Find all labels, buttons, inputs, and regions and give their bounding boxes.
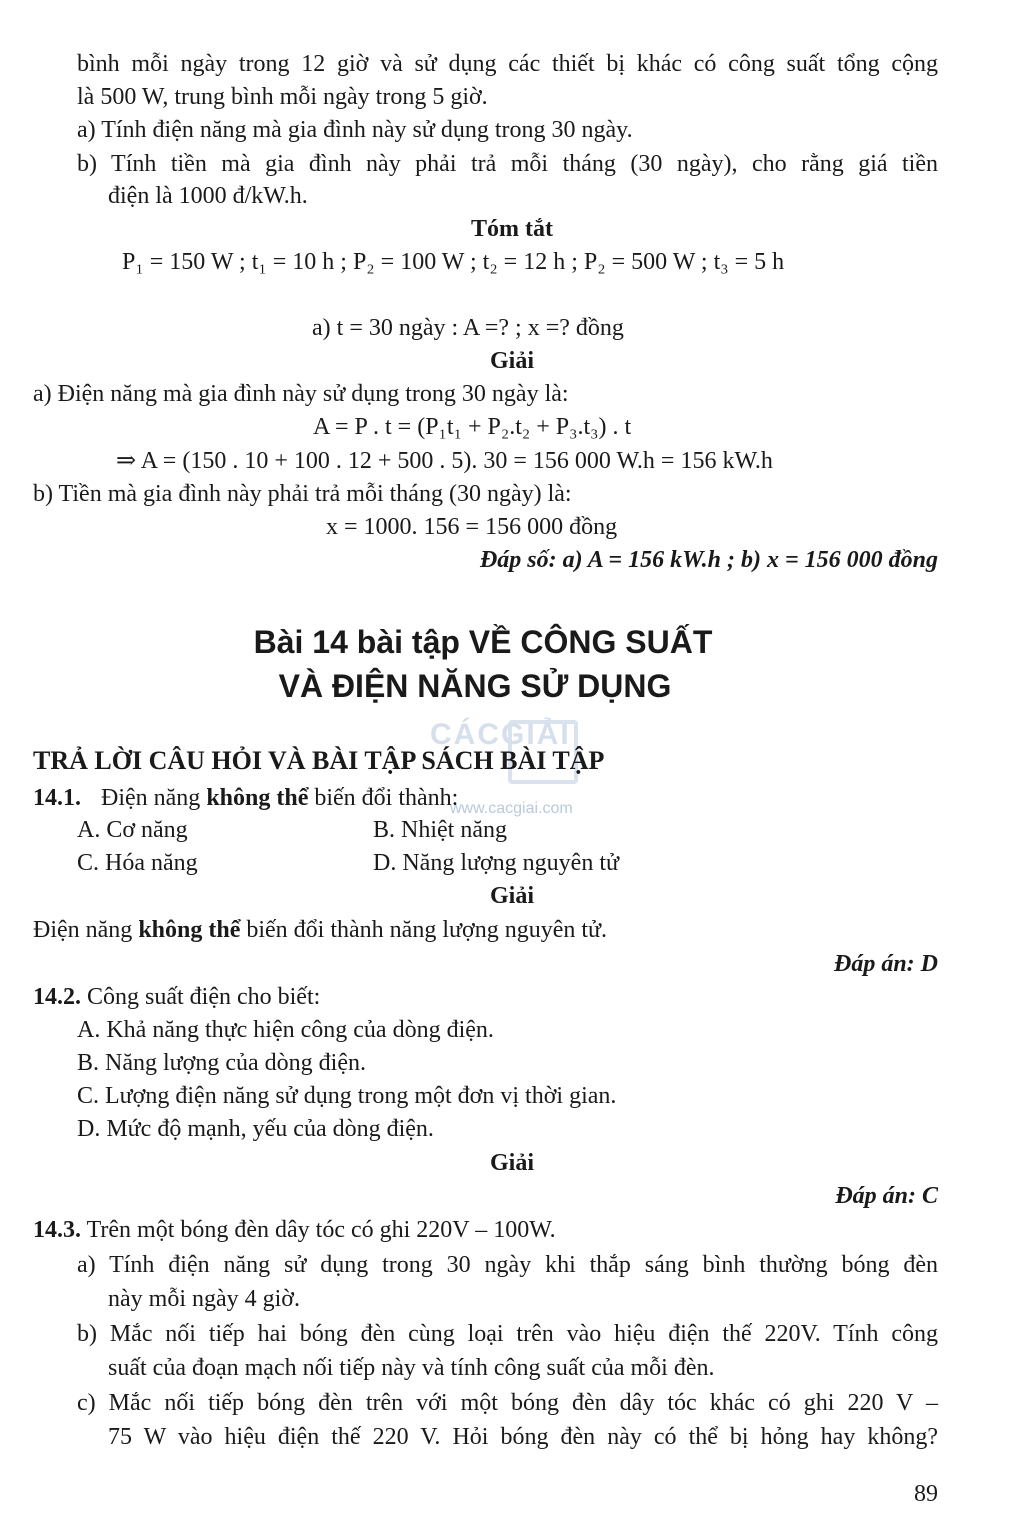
question-text: Công suất điện cho biết: bbox=[81, 984, 321, 1010]
option-a: A. Khả năng thực hiện công của dòng điện. bbox=[77, 1017, 494, 1043]
question-14-3 bbox=[33, 1214, 556, 1247]
watermark-url: www.cacgiai.com bbox=[450, 800, 573, 817]
option-d: D. Mức độ mạnh, yếu của dòng điện. bbox=[77, 1116, 434, 1142]
question-number: 14.1. bbox=[33, 785, 81, 811]
question-14-2 bbox=[33, 981, 320, 1014]
solution-calculation: ⇒ A = (150 . 10 + 100 . 12 + 500 . 5). 30 = 156 000 W.h = 156 kW.h bbox=[116, 448, 773, 474]
watermark-text: CÁCGIẢI bbox=[430, 718, 571, 751]
question-number: 14.3. bbox=[33, 1217, 81, 1243]
solution-cost: x = 1000. 156 = 156 000 đồng bbox=[326, 514, 618, 540]
solution-part-b: b) Tiền mà gia đình này phải trả mỗi tháng (30 ngày) là: bbox=[33, 481, 572, 507]
answer-14-2: Đáp án: C bbox=[835, 1183, 938, 1209]
question-emphasis: không thể bbox=[206, 785, 309, 811]
problem-part-b-cont: điện là 1000 đ/kW.h. bbox=[108, 183, 308, 209]
option-b: B. Nhiệt năng bbox=[373, 817, 507, 843]
problem-text-line: bình mỗi ngày trong 12 giờ và sử dụng các thiết bị khác có công suất tổng cộng bbox=[77, 51, 938, 77]
question-text: Điện năng bbox=[101, 785, 207, 811]
summary-title: Tóm tắt bbox=[471, 216, 553, 242]
option-a: A. Cơ năng bbox=[77, 817, 188, 843]
solution-part-a: a) Điện năng mà gia đình này sử dụng trong 30 ngày là: bbox=[33, 381, 569, 407]
question-part-a: a) Tính điện năng sử dụng trong 30 ngày khi thắp sáng bình thường bóng đèn bbox=[77, 1252, 938, 1278]
option-c: C. Hóa năng bbox=[77, 850, 198, 876]
solution-emphasis: không thể bbox=[138, 917, 241, 943]
problem-part-a: a) Tính điện năng mà gia đình này sử dụng trong 30 ngày. bbox=[77, 117, 633, 143]
lesson-title-cont: VÀ ĐIỆN NĂNG SỬ DỤNG bbox=[278, 668, 672, 704]
answer-14-1: Đáp án: D bbox=[833, 951, 938, 977]
solution-title: Giải bbox=[489, 1150, 534, 1176]
question-part-c: c) Mắc nối tiếp bóng đèn trên với một bóng đèn dây tóc khác có ghi 220 V – bbox=[77, 1390, 938, 1416]
lesson-title: Bài 14 bài tập VỀ CÔNG SUẤT bbox=[253, 624, 713, 660]
question-part-a-cont: này mỗi ngày 4 giờ. bbox=[108, 1286, 300, 1312]
solution-text-start: Điện năng bbox=[33, 917, 139, 943]
question-part-c-cont: 75 W vào hiệu điện thế 220 V. Hỏi bóng đèn này có thể bị hỏng hay không? bbox=[108, 1424, 938, 1450]
section-heading: TRẢ LỜI CÂU HỎI VÀ BÀI TẬP SÁCH BÀI TẬP bbox=[33, 746, 605, 775]
summary-given: P₁ = 150 W ; t₁ = 10 h ; P₂ = 100 W ; t₂ = 12 h ; P₂ = 500 W ; t₃ = 5 h bbox=[122, 249, 785, 275]
problem-text-line: là 500 W, trung bình mỗi ngày trong 5 giờ. bbox=[77, 84, 488, 110]
option-c: C. Lượng điện năng sử dụng trong một đơn vị thời gian. bbox=[77, 1083, 617, 1109]
option-b: B. Năng lượng của dòng điện. bbox=[77, 1050, 366, 1076]
solution-title: Giải bbox=[489, 883, 534, 909]
final-answer: Đáp số: a) A = 156 kW.h ; b) x = 156 000 đồng bbox=[479, 547, 938, 573]
question-part-b: b) Mắc nối tiếp hai bóng đèn cùng loại trên vào hiệu điện thế 220V. Tính công bbox=[77, 1321, 938, 1347]
problem-part-b: b) Tính tiền mà gia đình này phải trả mỗi tháng (30 ngày), cho rằng giá tiền bbox=[77, 151, 938, 177]
solution-formula: A = P . t = (P₁t₁ + P₂.t₂ + P₃.t₃) . t bbox=[313, 414, 632, 440]
question-number: 14.2. bbox=[33, 984, 81, 1010]
summary-find: a) t = 30 ngày : A =? ; x =? đồng bbox=[312, 315, 624, 341]
question-text: Trên một bóng đèn dây tóc có ghi 220V – 100W. bbox=[81, 1217, 556, 1243]
solution-text-end: biến đổi thành năng lượng nguyên tử. bbox=[240, 917, 608, 943]
page-number: 89 bbox=[914, 1481, 938, 1507]
solution-text bbox=[33, 914, 607, 947]
question-14-1 bbox=[33, 782, 458, 815]
option-d: D. Năng lượng nguyên tử bbox=[373, 850, 620, 876]
solution-title: Giải bbox=[489, 348, 534, 374]
question-part-b-cont: suất của đoạn mạch nối tiếp này và tính công suất của mỗi đèn. bbox=[108, 1355, 715, 1381]
question-text-end: biến đổi thành: bbox=[308, 785, 459, 811]
